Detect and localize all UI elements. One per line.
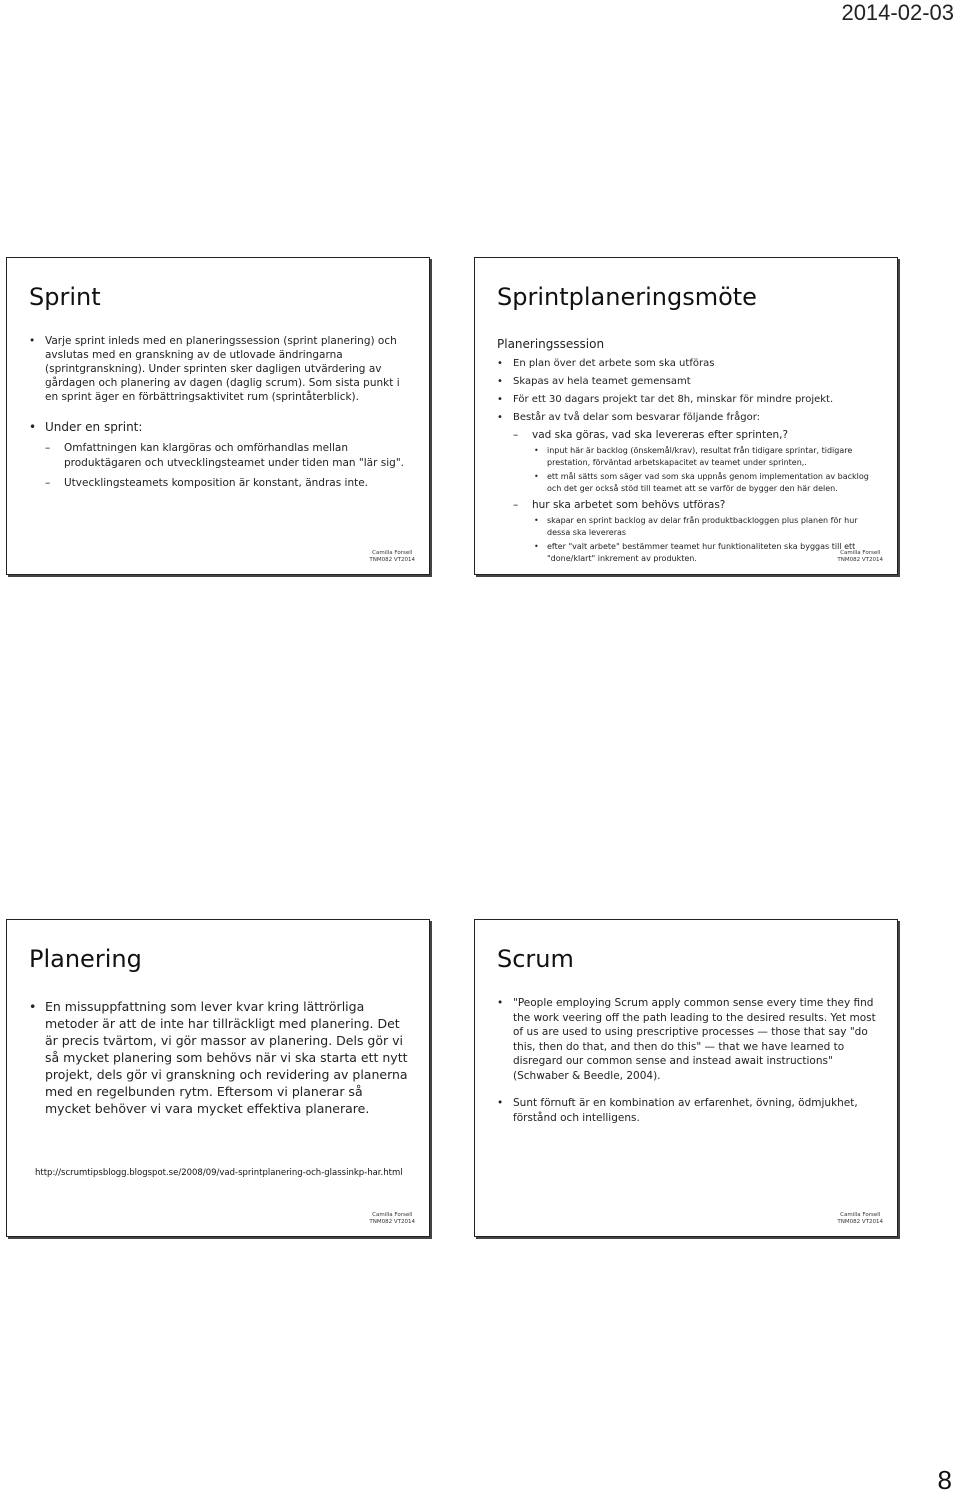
slide-scrum bbox=[474, 919, 898, 1237]
footer-course: TNM082 VT2014 bbox=[369, 557, 415, 563]
sub-bullet-item: – Utvecklingsteamets komposition är konstant, ändras inte. bbox=[29, 476, 409, 491]
bullet-item: • "People employing Scrum apply common sense every time they find the work veering off the path leading to the desired results. Yet most of us are used to using prescriptive processes — those that say "do this, then do that, and then do this" — that we have learned to disregard our common sense and instead await instructions" (Schwaber & Beedle, 2004). bbox=[497, 996, 877, 1083]
footer-author: Camilla Forsell bbox=[840, 1212, 881, 1218]
sub-sub-bullet-item: • input här är backlog (önskemål/krav), resultat från tidigare sprintar, tidigare prestation, förväntad arbetskapacitet av teamet under sprinten,. bbox=[497, 445, 877, 468]
sub-sub-bullet-item: • skapar en sprint backlog av delar från produktbackloggen plus planen för hur dessa ska levereras bbox=[497, 515, 877, 538]
slide-sprint bbox=[6, 257, 430, 575]
footer-course: TNM082 VT2014 bbox=[837, 1219, 883, 1225]
bullet-item: • En plan över det arbete som ska utföras bbox=[497, 357, 877, 370]
slide-sprintplaneringsmote bbox=[474, 257, 898, 575]
slide-footer bbox=[369, 550, 415, 564]
bullet-item: • Sunt förnuft är en kombination av erfarenhet, övning, ödmjukhet, förstånd och intelligens. bbox=[497, 1096, 877, 1125]
bullet-item: • För ett 30 dagars projekt tar det 8h, minskar för mindre projekt. bbox=[497, 393, 877, 406]
bullet-item: • En missuppfattning som lever kvar kring lättrörliga metoder är att de inte har tillräckligt med planering. Det är precis tvärtom, vi gör massor av planering. Dels gör vi så mycket planering som behövs när vi ska starta ett nytt projekt, dels gör vi granskning och revidering av planerna med en regelbunden rytm. Eftersom vi planerar så mycket behöver vi vara mycket effektiva planerare. bbox=[29, 998, 409, 1117]
sub-sub-bullet-item: • ett mål sätts som säger vad som ska uppnås genom implementation av backlog och det ger också stöd till teamet att se varför de bygger den här delen. bbox=[497, 471, 877, 494]
sub-sub-bullet-item: • efter "valt arbete" bestämmer teamet hur funktionaliteten ska byggas till ett "done/klart" inkrement av produkten. bbox=[497, 541, 877, 564]
slide-footer bbox=[837, 1212, 883, 1226]
footer-course: TNM082 VT2014 bbox=[369, 1219, 415, 1225]
sub-bullet-item: – vad ska göras, vad ska levereras efter sprinten,? bbox=[497, 428, 877, 442]
footer-course: TNM082 VT2014 bbox=[837, 557, 883, 563]
bullet-item: • Varje sprint inleds med en planeringssession (sprint planering) och avslutas med en granskning av de utlovade ändringarna (sprintgranskning). Under sprinten sker dagligen utvärdering av gårdagen och planering av dagen (daglig scrum). Som sista punkt i en sprint äger en förbättringsaktivitet rum (sprintåterblick). bbox=[29, 334, 409, 404]
slide-footer bbox=[837, 550, 883, 564]
footer-author: Camilla Forsell bbox=[840, 550, 881, 556]
bullet-item: • Skapas av hela teamet gemensamt bbox=[497, 375, 877, 388]
slide-content bbox=[29, 334, 409, 491]
footer-author: Camilla Forsell bbox=[372, 550, 413, 556]
slide-footer bbox=[369, 1212, 415, 1226]
slide-title: Sprint bbox=[29, 283, 101, 311]
slide-content bbox=[29, 998, 409, 1117]
bullet-item: • Består av två delar som besvarar följande frågor: bbox=[497, 411, 877, 424]
slide-planering bbox=[6, 919, 430, 1237]
sub-bullet-item: – Omfattningen kan klargöras och omförhandlas mellan produktägaren och utvecklingsteamet under tiden man "lär sig". bbox=[29, 441, 409, 470]
slide-title: Scrum bbox=[497, 945, 574, 973]
page-number: 8 bbox=[937, 1465, 952, 1495]
bullet-item: • Under en sprint: bbox=[29, 419, 409, 435]
slide-content bbox=[497, 996, 877, 1125]
slide-content bbox=[497, 336, 877, 564]
section-heading: Planeringssession bbox=[497, 337, 605, 351]
slide-title: Planering bbox=[29, 945, 142, 973]
footer-author: Camilla Forsell bbox=[372, 1212, 413, 1218]
source-url[interactable]: http://scrumtipsblogg.blogspot.se/2008/09/vad-sprintplanering-och-glassinkp-har.html bbox=[35, 1168, 403, 1178]
sub-bullet-item: – hur ska arbetet som behövs utföras? bbox=[497, 498, 877, 512]
page-date: 2014-02-03 bbox=[841, 0, 954, 25]
slide-title: Sprintplaneringsmöte bbox=[497, 283, 757, 311]
